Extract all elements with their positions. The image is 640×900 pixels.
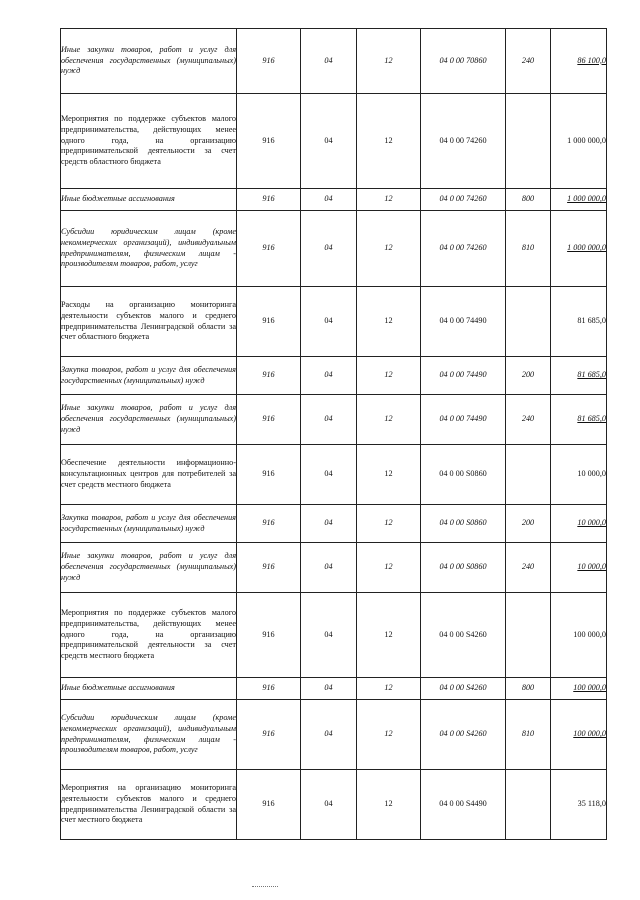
table-row <box>61 593 607 678</box>
expense-name-cell-text: Иные закупки товаров, работ и услуг для обеспечения государственных (муниципальных) нужд <box>61 44 236 76</box>
expense-name-cell <box>61 678 237 700</box>
admin-code-cell <box>237 395 301 445</box>
amount-cell-text: 10 000,0 <box>577 518 606 528</box>
admin-code-cell-text: 916 <box>262 370 275 380</box>
amount-cell-text: 1 000 000,0 <box>567 194 606 204</box>
expense-type-cell <box>506 445 551 505</box>
admin-code-cell <box>237 211 301 287</box>
expense-type-cell-text: 240 <box>521 562 535 572</box>
expense-name-cell-text: Закупка товаров, работ и услуг для обеспечения государственных (муниципальных) нужд <box>61 364 236 385</box>
expense-name-cell <box>61 505 237 543</box>
admin-code-cell-text: 916 <box>262 683 275 693</box>
target-article-cell <box>421 445 506 505</box>
table-row <box>61 770 607 840</box>
section-code-cell-text: 04 <box>324 683 333 693</box>
table-row <box>61 29 607 94</box>
section-code-cell <box>301 770 357 840</box>
amount-cell <box>551 445 607 505</box>
section-code-cell-text: 04 <box>324 135 333 145</box>
expense-name-cell <box>61 189 237 211</box>
amount-cell-text: 81 685,0 <box>577 316 606 326</box>
admin-code-cell-text: 916 <box>262 518 275 528</box>
subsection-code-cell <box>357 543 421 593</box>
expense-name-cell-text: Иные бюджетные ассигнования <box>61 194 175 204</box>
expense-name-cell <box>61 770 237 840</box>
expense-type-cell <box>506 700 551 770</box>
subsection-code-cell <box>357 505 421 543</box>
section-code-cell-text: 04 <box>324 194 333 204</box>
target-article-cell-text: 04 0 00 74490 <box>439 316 487 326</box>
table-row <box>61 211 607 287</box>
target-article-cell <box>421 770 506 840</box>
admin-code-cell-text: 916 <box>262 799 275 809</box>
target-article-cell <box>421 678 506 700</box>
amount-cell-text: 86 100,0 <box>577 55 606 65</box>
budget-table <box>60 28 607 840</box>
expense-name-cell-text: Субсидии юридическим лицам (кроме некоммерческих организаций), индивидуальным предпринимателям, физическим лицам - производителям товаров, работ, услуг <box>61 712 236 755</box>
subsection-code-cell <box>357 29 421 94</box>
section-code-cell-text: 04 <box>324 729 333 739</box>
admin-code-cell-text: 916 <box>262 316 275 326</box>
target-article-cell <box>421 593 506 678</box>
admin-code-cell-text: 916 <box>262 469 275 479</box>
expense-type-cell <box>506 770 551 840</box>
target-article-cell <box>421 287 506 357</box>
amount-cell <box>551 357 607 395</box>
expense-name-cell-text: Иные закупки товаров, работ и услуг для обеспечения государственных (муниципальных) нужд <box>61 551 236 582</box>
section-code-cell-text: 04 <box>324 414 333 424</box>
amount-cell-text: 35 118,0 <box>577 799 606 809</box>
admin-code-cell-text: 916 <box>262 629 275 639</box>
amount-cell-text: 1 000 000,0 <box>567 243 606 253</box>
target-article-cell-text: 04 0 00 74260 <box>439 243 487 253</box>
amount-cell <box>551 94 607 189</box>
admin-code-cell <box>237 505 301 543</box>
target-article-cell-text: 04 0 00 74260 <box>439 135 487 145</box>
expense-name-cell <box>61 29 237 94</box>
expense-name-cell <box>61 593 237 678</box>
expense-name-cell <box>61 287 237 357</box>
amount-cell <box>551 770 607 840</box>
subsection-code-cell-text: 12 <box>384 316 393 326</box>
expense-name-cell-text: Закупка товаров, работ и услуг для обеспечения государственных (муниципальных) нужд <box>61 512 236 533</box>
table-row <box>61 395 607 445</box>
expense-type-cell <box>506 678 551 700</box>
target-article-cell-text: 04 0 00 74490 <box>439 370 487 380</box>
subsection-code-cell-text: 12 <box>384 370 393 380</box>
subsection-code-cell-text: 12 <box>384 683 393 693</box>
expense-name-cell <box>61 700 237 770</box>
amount-cell-text: 10 000,0 <box>577 469 606 479</box>
target-article-cell-text: 04 0 00 S4260 <box>439 629 487 639</box>
expense-name-cell <box>61 543 237 593</box>
expense-type-cell <box>506 505 551 543</box>
section-code-cell <box>301 189 357 211</box>
subsection-code-cell-text: 12 <box>384 562 393 572</box>
subsection-code-cell-text: 12 <box>384 55 393 65</box>
amount-cell-text: 1 000 000,0 <box>567 135 606 145</box>
amount-cell <box>551 29 607 94</box>
target-article-cell-text: 04 0 00 74490 <box>439 414 487 424</box>
target-article-cell-text: 04 0 00 S0860 <box>439 518 487 528</box>
section-code-cell <box>301 700 357 770</box>
expense-type-cell-text: 810 <box>521 729 535 739</box>
target-article-cell <box>421 395 506 445</box>
expense-type-cell-text: 200 <box>521 370 535 380</box>
section-code-cell-text: 04 <box>324 243 333 253</box>
table-row <box>61 445 607 505</box>
subsection-code-cell-text: 12 <box>384 799 393 809</box>
admin-code-cell-text: 916 <box>262 135 275 145</box>
target-article-cell <box>421 189 506 211</box>
amount-cell-text: 81 685,0 <box>577 370 606 380</box>
expense-name-cell <box>61 395 237 445</box>
expense-type-cell <box>506 94 551 189</box>
section-code-cell-text: 04 <box>324 518 333 528</box>
section-code-cell-text: 04 <box>324 469 333 479</box>
admin-code-cell <box>237 94 301 189</box>
expense-name-cell <box>61 357 237 395</box>
amount-cell-text: 100 000,0 <box>573 729 606 739</box>
subsection-code-cell-text: 12 <box>384 414 393 424</box>
expense-type-cell-text: 240 <box>521 414 535 424</box>
expense-type-cell <box>506 211 551 287</box>
target-article-cell <box>421 700 506 770</box>
section-code-cell <box>301 543 357 593</box>
expense-name-cell-text: Субсидии юридическим лицам (кроме некоммерческих организаций), индивидуальным предпринимателям, физическим лицам - производителям товаров, работ, услуг <box>61 226 236 269</box>
amount-cell <box>551 678 607 700</box>
expense-type-cell <box>506 357 551 395</box>
expense-type-cell-text: 200 <box>521 518 535 528</box>
table-row <box>61 94 607 189</box>
subsection-code-cell <box>357 395 421 445</box>
amount-cell <box>551 287 607 357</box>
admin-code-cell-text: 916 <box>262 243 275 253</box>
subsection-code-cell <box>357 445 421 505</box>
admin-code-cell-text: 916 <box>262 729 275 739</box>
admin-code-cell <box>237 678 301 700</box>
expense-type-cell-text: 800 <box>521 194 535 204</box>
admin-code-cell <box>237 189 301 211</box>
subsection-code-cell <box>357 189 421 211</box>
section-code-cell-text: 04 <box>324 55 333 65</box>
amount-cell <box>551 189 607 211</box>
expense-name-cell-text: Иные закупки товаров, работ и услуг для обеспечения государственных (муниципальных) нужд <box>61 403 236 434</box>
target-article-cell <box>421 505 506 543</box>
amount-cell-text: 100 000,0 <box>573 629 606 639</box>
target-article-cell <box>421 357 506 395</box>
amount-cell-text: 10 000,0 <box>577 562 606 572</box>
section-code-cell <box>301 678 357 700</box>
section-code-cell-text: 04 <box>324 629 333 639</box>
expense-type-cell <box>506 189 551 211</box>
subsection-code-cell-text: 12 <box>384 469 393 479</box>
table-row <box>61 505 607 543</box>
expense-name-cell <box>61 445 237 505</box>
page-footer-mark <box>252 886 278 888</box>
amount-cell <box>551 505 607 543</box>
subsection-code-cell-text: 12 <box>384 194 393 204</box>
table-row <box>61 700 607 770</box>
expense-name-cell-text: Мероприятия по поддержке субъектов малого предпринимательства, действующих менее одного года, на организацию предпринимательской деятельности за счет средств областного бюджета <box>61 113 236 167</box>
target-article-cell-text: 04 0 00 S0860 <box>439 469 487 479</box>
expense-type-cell-text: 810 <box>521 243 535 253</box>
section-code-cell-text: 04 <box>324 562 333 572</box>
subsection-code-cell-text: 12 <box>384 729 393 739</box>
expense-name-cell-text: Иные бюджетные ассигнования <box>61 683 175 693</box>
admin-code-cell-text: 916 <box>262 55 275 65</box>
subsection-code-cell <box>357 211 421 287</box>
admin-code-cell-text: 916 <box>262 414 275 424</box>
target-article-cell <box>421 94 506 189</box>
admin-code-cell <box>237 770 301 840</box>
table-row <box>61 357 607 395</box>
target-article-cell <box>421 211 506 287</box>
subsection-code-cell <box>357 287 421 357</box>
target-article-cell <box>421 543 506 593</box>
target-article-cell-text: 04 0 00 S4260 <box>439 683 487 693</box>
section-code-cell <box>301 445 357 505</box>
subsection-code-cell <box>357 593 421 678</box>
section-code-cell <box>301 29 357 94</box>
target-article-cell-text: 04 0 00 S4260 <box>439 729 487 739</box>
target-article-cell-text: 04 0 00 S0860 <box>439 562 487 572</box>
expense-type-cell <box>506 593 551 678</box>
section-code-cell-text: 04 <box>324 799 333 809</box>
section-code-cell-text: 04 <box>324 316 333 326</box>
subsection-code-cell <box>357 357 421 395</box>
admin-code-cell-text: 916 <box>262 194 275 204</box>
section-code-cell <box>301 395 357 445</box>
subsection-code-cell <box>357 770 421 840</box>
target-article-cell-text: 04 0 00 74260 <box>439 194 487 204</box>
expense-name-cell-text: Обеспечение деятельности информационно-консультационных центров для потребителей за счет средств местного бюджета <box>61 458 236 489</box>
admin-code-cell <box>237 287 301 357</box>
target-article-cell-text: 04 0 00 S4490 <box>439 799 487 809</box>
expense-type-cell <box>506 395 551 445</box>
table-row <box>61 189 607 211</box>
admin-code-cell <box>237 445 301 505</box>
expense-type-cell-text: 800 <box>521 683 535 693</box>
amount-cell-text: 100 000,0 <box>573 683 606 693</box>
subsection-code-cell <box>357 700 421 770</box>
section-code-cell <box>301 211 357 287</box>
amount-cell-text: 81 685,0 <box>577 414 606 424</box>
section-code-cell <box>301 593 357 678</box>
amount-cell <box>551 395 607 445</box>
section-code-cell <box>301 94 357 189</box>
table-row <box>61 543 607 593</box>
section-code-cell <box>301 287 357 357</box>
section-code-cell-text: 04 <box>324 370 333 380</box>
expense-name-cell-text: Мероприятия по поддержке субъектов малого предпринимательства, действующих менее одного года, на организацию предпринимательской деятельности за счет средств местного бюджета <box>61 607 236 661</box>
amount-cell <box>551 700 607 770</box>
expense-type-cell <box>506 29 551 94</box>
expense-type-cell <box>506 287 551 357</box>
expense-name-cell <box>61 94 237 189</box>
admin-code-cell <box>237 29 301 94</box>
subsection-code-cell-text: 12 <box>384 135 393 145</box>
target-article-cell <box>421 29 506 94</box>
admin-code-cell-text: 916 <box>262 562 275 572</box>
amount-cell <box>551 593 607 678</box>
admin-code-cell <box>237 543 301 593</box>
subsection-code-cell-text: 12 <box>384 518 393 528</box>
subsection-code-cell <box>357 678 421 700</box>
expense-type-cell <box>506 543 551 593</box>
section-code-cell <box>301 357 357 395</box>
target-article-cell-text: 04 0 00 70860 <box>439 55 487 65</box>
amount-cell <box>551 211 607 287</box>
expense-name-cell <box>61 211 237 287</box>
admin-code-cell <box>237 593 301 678</box>
expense-name-cell-text: Расходы на организацию мониторинга деятельности субъектов малого и среднего предпринимательства Ленинградской области за счет областного бюджета <box>61 299 236 342</box>
subsection-code-cell-text: 12 <box>384 629 393 639</box>
table-row <box>61 287 607 357</box>
section-code-cell <box>301 505 357 543</box>
budget-table-body <box>61 29 607 840</box>
admin-code-cell <box>237 357 301 395</box>
subsection-code-cell <box>357 94 421 189</box>
admin-code-cell <box>237 700 301 770</box>
expense-name-cell-text: Мероприятия на организацию мониторинга деятельности субъектов малого и среднего предпринимательства Ленинградской области за счет местного бюджета <box>61 782 236 825</box>
subsection-code-cell-text: 12 <box>384 243 393 253</box>
amount-cell <box>551 543 607 593</box>
table-row <box>61 678 607 700</box>
expense-type-cell-text: 240 <box>521 55 535 65</box>
